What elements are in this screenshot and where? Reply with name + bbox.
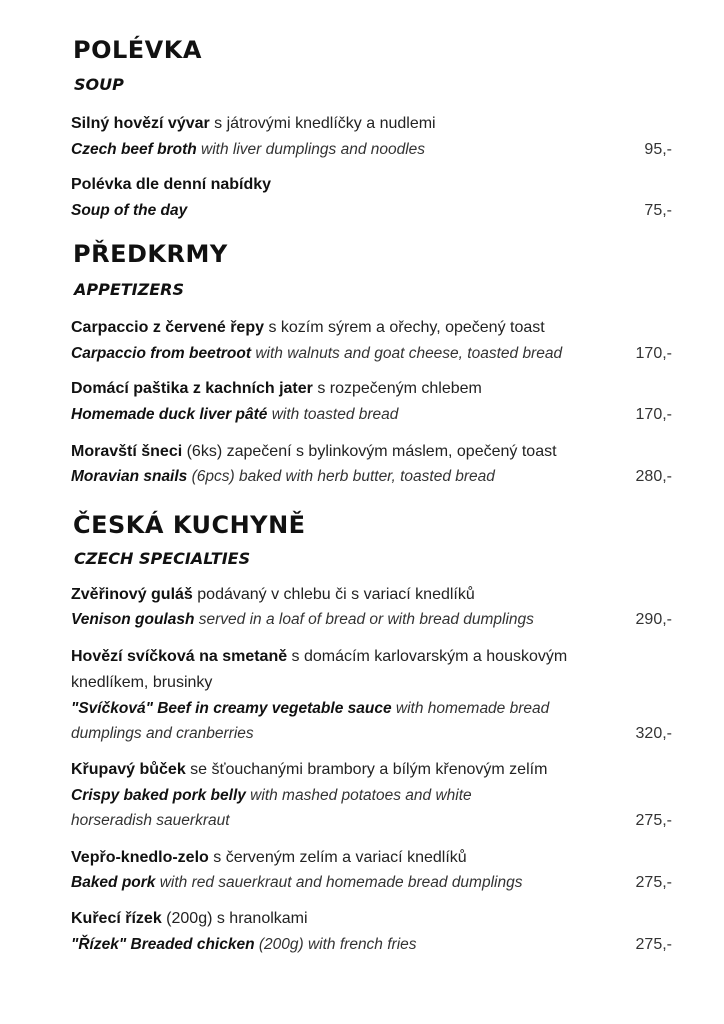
menu-item-cz bbox=[71, 647, 567, 667]
menu-item-en bbox=[71, 610, 534, 630]
dish-name-en: Crispy baked pork belly bbox=[71, 787, 246, 804]
price: 275,- bbox=[635, 936, 672, 953]
menu-item-cz-cont: knedlíkem, brusinky bbox=[71, 674, 213, 691]
dish-desc-cz: podávaný v chlebu či s variací knedlíků bbox=[192, 586, 475, 603]
dish-name-cz: Křupavý bůček bbox=[71, 761, 186, 778]
menu-item-cz bbox=[71, 318, 545, 338]
menu-item-cz bbox=[71, 175, 271, 195]
menu-item-en bbox=[71, 873, 522, 893]
dish-desc-en: with red sauerkraut and homemade bread dumplings bbox=[155, 874, 523, 891]
menu-item-en bbox=[71, 405, 398, 425]
menu-item-en-cont: horseradish sauerkraut bbox=[71, 812, 230, 829]
menu-item-en bbox=[71, 344, 562, 364]
dish-desc-cz: s játrovými knedlíčky a nudlemi bbox=[209, 115, 436, 132]
dish-desc-cz: s červeným zelím a variací knedlíků bbox=[208, 849, 467, 866]
dish-desc-cz: se šťouchanými brambory a bílým křenovým zelím bbox=[185, 761, 548, 778]
menu-item-cz bbox=[71, 442, 557, 462]
price: 280,- bbox=[635, 468, 672, 485]
dish-name-cz: Polévka dle denní nabídky bbox=[71, 176, 272, 193]
dish-name-en: Baked pork bbox=[71, 874, 156, 891]
dish-desc-en: with walnuts and goat cheese, toasted bread bbox=[251, 345, 563, 362]
dish-name-cz: Hovězí svíčková na smetaně bbox=[71, 648, 288, 665]
price: 320,- bbox=[635, 725, 672, 742]
menu-item-en bbox=[71, 935, 417, 955]
menu-item-cz bbox=[71, 909, 308, 929]
menu-item-cz bbox=[71, 760, 547, 780]
dish-desc-en: (200g) with french fries bbox=[254, 936, 417, 953]
section-subtitle-czech: CZECH SPECIALTIES bbox=[74, 549, 251, 568]
menu-item-en bbox=[71, 201, 187, 221]
menu-item-en bbox=[71, 140, 425, 160]
dish-name-en: Venison goulash bbox=[71, 611, 195, 628]
dish-name-cz: Domácí paštika z kachních jater bbox=[71, 380, 313, 397]
price: 275,- bbox=[635, 812, 672, 829]
dish-name-cz: Vepřo-knedlo-zelo bbox=[71, 849, 209, 866]
dish-name-en: "Řízek" Breaded chicken bbox=[71, 936, 255, 953]
menu-item-cz bbox=[71, 379, 482, 399]
menu-item-en bbox=[71, 699, 549, 719]
price: 170,- bbox=[635, 406, 672, 423]
price: 95,- bbox=[644, 141, 672, 158]
menu-item-en bbox=[71, 786, 472, 806]
price: 75,- bbox=[644, 202, 672, 219]
dish-desc-cz: s domácím karlovarským a houskovým bbox=[287, 648, 568, 665]
price: 275,- bbox=[635, 874, 672, 891]
dish-name-en: "Svíčková" Beef in creamy vegetable sauce bbox=[71, 700, 392, 717]
dish-desc-cz: (200g) s hranolkami bbox=[161, 910, 308, 927]
menu-item-en-cont: dumplings and cranberries bbox=[71, 725, 254, 742]
price: 290,- bbox=[635, 611, 672, 628]
dish-name-en: Soup of the day bbox=[71, 202, 188, 219]
dish-name-cz: Carpaccio z červené řepy bbox=[71, 319, 264, 336]
menu-item-cz bbox=[71, 114, 436, 134]
dish-desc-cz: s kozím sýrem a ořechy, opečený toast bbox=[264, 319, 545, 336]
dish-name-cz: Moravští šneci bbox=[71, 443, 183, 460]
section-subtitle-soup: SOUP bbox=[74, 75, 124, 94]
section-title-soup: POLÉVKA bbox=[73, 36, 202, 64]
dish-name-cz: Kuřecí řízek bbox=[71, 910, 162, 927]
dish-desc-en: with mashed potatoes and white bbox=[245, 787, 472, 804]
menu-item-cz bbox=[71, 585, 475, 605]
dish-desc-en: with liver dumplings and noodles bbox=[196, 141, 426, 158]
dish-name-en: Carpaccio from beetroot bbox=[71, 345, 252, 362]
dish-desc-en: (6pcs) baked with herb butter, toasted bread bbox=[187, 468, 495, 485]
dish-desc-en: served in a loaf of bread or with bread dumplings bbox=[194, 611, 534, 628]
dish-name-en: Moravian snails bbox=[71, 468, 188, 485]
menu-item-cz bbox=[71, 848, 467, 868]
section-subtitle-appetizers: APPETIZERS bbox=[74, 280, 185, 299]
dish-desc-en: with homemade bread bbox=[391, 700, 550, 717]
dish-desc-cz: s rozpečeným chlebem bbox=[312, 380, 482, 397]
price: 170,- bbox=[635, 345, 672, 362]
dish-name-cz: Silný hovězí vývar bbox=[71, 115, 210, 132]
dish-name-en: Homemade duck liver pâté bbox=[71, 406, 268, 423]
menu-item-en bbox=[71, 467, 495, 487]
section-title-czech: ČESKÁ KUCHYNĚ bbox=[73, 511, 306, 539]
section-title-appetizers: PŘEDKRMY bbox=[73, 240, 228, 268]
dish-desc-cz: (6ks) zapečení s bylinkovým máslem, opečený toast bbox=[182, 443, 557, 460]
dish-desc-en: with toasted bread bbox=[267, 406, 399, 423]
dish-name-en: Czech beef broth bbox=[71, 141, 197, 158]
dish-name-cz: Zvěřinový guláš bbox=[71, 586, 193, 603]
